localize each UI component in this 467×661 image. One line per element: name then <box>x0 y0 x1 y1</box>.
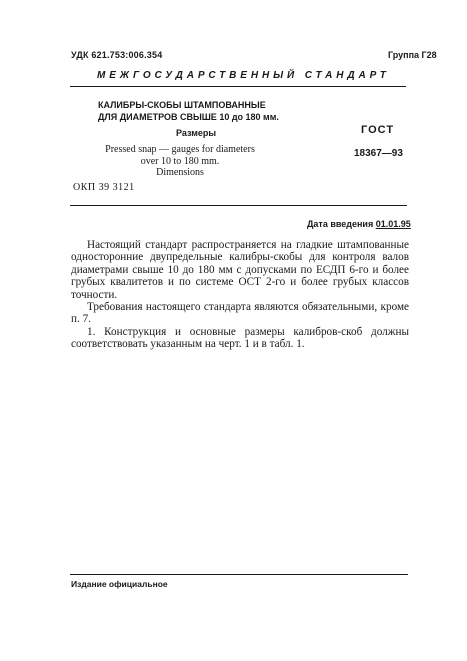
english-title-line-2: over 10 to 180 mm. <box>140 155 220 167</box>
title-subtitle: Размеры <box>176 128 217 138</box>
document-body <box>71 239 409 351</box>
document-title <box>98 99 328 123</box>
effective-date-value: 01.01.95 <box>375 219 411 229</box>
english-title <box>92 144 268 179</box>
effective-date-label: Дата введения <box>307 219 374 229</box>
edition-note: Издание официальное <box>71 579 168 589</box>
okp-code: ОКП 39 3121 <box>73 182 135 193</box>
body-paragraph-2: Требования настоящего стандарта являются обязательными, кроме п. 7. <box>71 301 409 326</box>
group-code: Группа Г28 <box>388 50 437 60</box>
footer-divider <box>70 574 408 575</box>
standard-type-heading: МЕЖГОСУДАРСТВЕННЫЙ СТАНДАРТ <box>97 70 390 81</box>
header-divider <box>70 86 406 87</box>
english-title-line-3: Dimensions <box>156 167 204 178</box>
title-line-1: КАЛИБРЫ-СКОБЫ ШТАМПОВАННЫЕ <box>98 100 266 110</box>
english-title-line-1: Pressed snap — gauges for diameters <box>105 144 255 155</box>
body-paragraph-1: Настоящий стандарт распространяется на гладкие штампованные односторонние двупредельные калибры-скобы для контроля валов диаметрами свыше 10 до 180 мм с допусками по ЕСДП 6-го и более грубых квалитетов и по системе ОСТ 2-го и более грубых классов точности. <box>71 239 409 301</box>
effective-date <box>307 219 411 229</box>
gost-number: 18367—93 <box>354 148 403 159</box>
title-line-2: ДЛЯ ДИАМЕТРОВ СВЫШЕ 10 до 180 мм. <box>98 112 279 122</box>
body-paragraph-3: 1. Конструкция и основные размеры калибров-скоб должны соответствовать указанным на черт. 1 и в табл. 1. <box>71 325 409 351</box>
gost-label: ГОСТ <box>361 124 395 136</box>
udk-code: УДК 621.753:006.354 <box>71 50 163 60</box>
section-divider <box>70 205 407 206</box>
